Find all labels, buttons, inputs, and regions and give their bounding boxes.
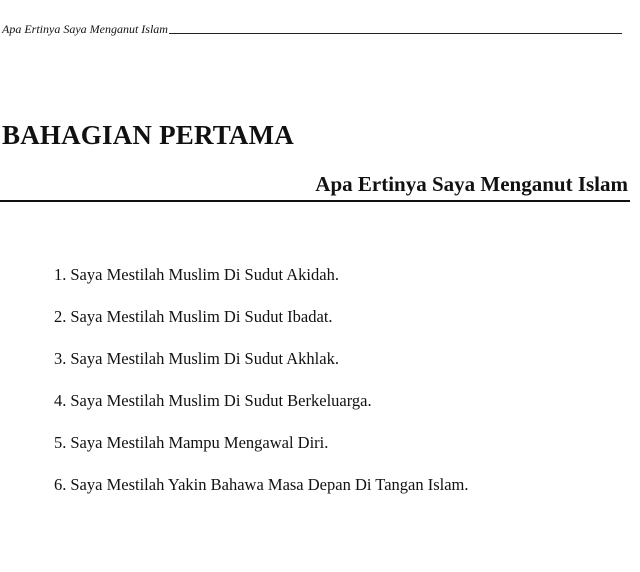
running-header-rule: [169, 33, 622, 34]
list-item-text: Saya Mestilah Muslim Di Sudut Akhlak.: [70, 349, 339, 368]
list-item: [54, 264, 469, 306]
list-item-text: Saya Mestilah Yakin Bahawa Masa Depan Di Tangan Islam.: [70, 475, 469, 494]
list-item-number: 4.: [54, 391, 67, 410]
chapter-title-rule: [0, 200, 630, 202]
list-item-text: Saya Mestilah Mampu Mengawal Diri.: [70, 433, 329, 452]
list-item-text: Saya Mestilah Muslim Di Sudut Akidah.: [70, 265, 339, 284]
list-item: [54, 432, 469, 474]
list-item-number: 3.: [54, 349, 67, 368]
running-header: [2, 22, 622, 36]
list-item: [54, 390, 469, 432]
list-item-number: 1.: [54, 265, 67, 284]
list-item: [54, 306, 469, 348]
list-item: [54, 348, 469, 390]
points-list: [54, 264, 469, 516]
list-item-number: 6.: [54, 475, 67, 494]
list-item-text: Saya Mestilah Muslim Di Sudut Ibadat.: [70, 307, 333, 326]
chapter-title: Apa Ertinya Saya Menganut Islam: [315, 172, 628, 196]
list-item-number: 5.: [54, 433, 67, 452]
running-header-text: Apa Ertinya Saya Menganut Islam: [2, 22, 168, 36]
part-title: BAHAGIAN PERTAMA: [2, 120, 294, 150]
list-item-text: Saya Mestilah Muslim Di Sudut Berkeluarga.: [70, 391, 372, 410]
list-item-number: 2.: [54, 307, 67, 326]
list-item: [54, 474, 469, 516]
